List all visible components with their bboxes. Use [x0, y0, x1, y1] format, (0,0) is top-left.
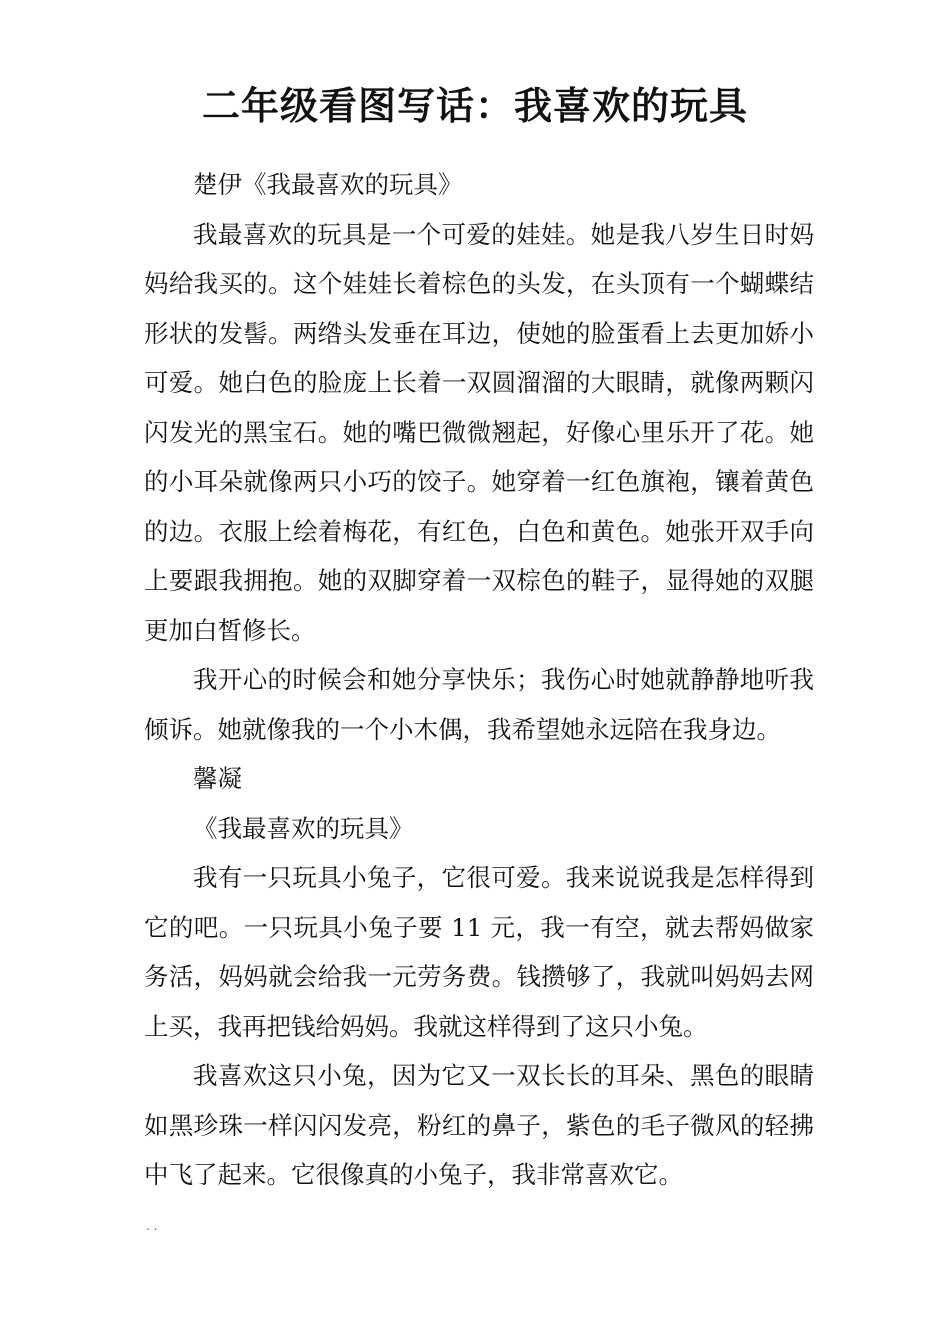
document-title: 二年级看图写话：我喜欢的玩具: [201, 83, 748, 128]
paragraph-author-1: 楚伊《我最喜欢的玩具》: [193, 170, 463, 199]
paragraph-3: 我有一只玩具小兔子，它很可爱。我来说说我是怎样得到它的吧。一只玩具小兔子要 11 元，我一有空，就去帮妈做家务活，妈妈就会给我一元劳务费。钱攒够了，我就叫妈妈去网上买，我再把钱给妈妈。我就这样得到了这只小兔。: [144, 863, 814, 1041]
footer-mark: . .: [146, 1219, 158, 1233]
paragraph-author-2: 馨凝: [193, 764, 242, 793]
paragraph-4: 我喜欢这只小兔，因为它又一双长长的耳朵、黑色的眼睛如黑珍珠一样闪闪发亮，粉红的鼻子，紫色的毛子微风的轻拂中飞了起来。它很像真的小兔子，我非常喜欢它。: [144, 1061, 814, 1189]
paragraph-2: 我开心的时候会和她分享快乐；我伤心时她就静静地听我倾诉。她就像我的一个小木偶，我希望她永远陪在我身边。: [144, 665, 814, 744]
document-body: [144, 160, 814, 1200]
paragraph-1: 我最喜欢的玩具是一个可爱的娃娃。她是我八岁生日时妈妈给我买的。这个娃娃长着棕色的头发，在头顶有一个蝴蝶结形状的发髻。两绺头发垂在耳边，使她的脸蛋看上去更加娇小可爱。她白色的脸庞上长着一双圆溜溜的大眼睛，就像两颗闪闪发光的黑宝石。她的嘴巴微微翘起，好像心里乐开了花。她的小耳朵就像两只小巧的饺子。她穿着一红色旗袍，镶着黄色的边。衣服上绘着梅花，有红色，白色和黄色。她张开双手向上要跟我拥抱。她的双脚穿着一双棕色的鞋子，显得她的双腿更加白皙修长。: [144, 219, 814, 645]
paragraph-title-2: 《我最喜欢的玩具》: [193, 813, 414, 843]
